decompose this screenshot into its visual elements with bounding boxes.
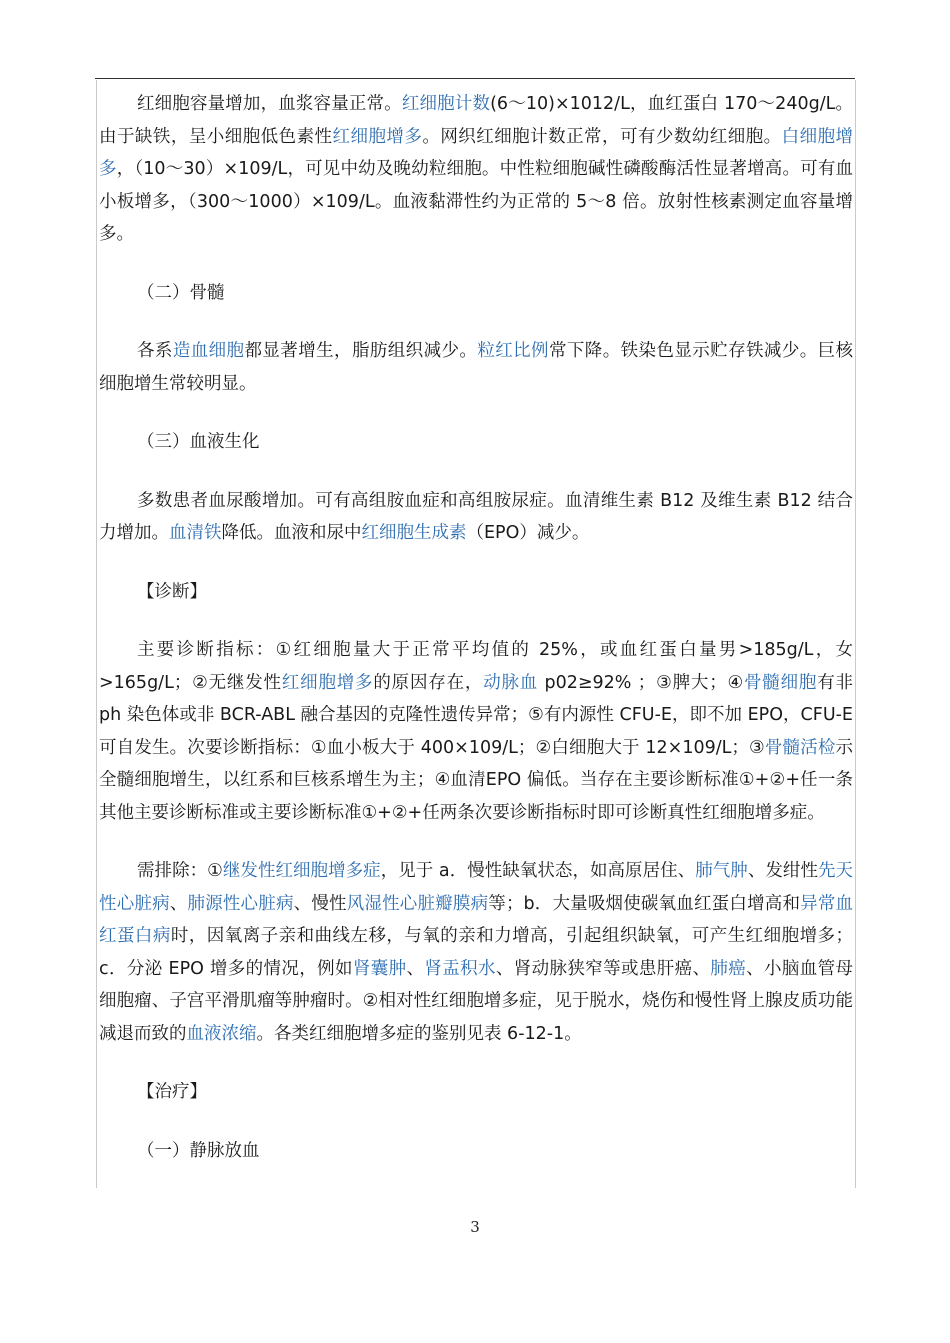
term-link[interactable]: 先天性心脏病 [99, 861, 854, 914]
text-run: （三）血液生化 [137, 432, 260, 452]
term-link[interactable]: 白细胞增多 [99, 126, 854, 179]
term-link[interactable]: 红细胞增多 [281, 672, 374, 693]
term-link[interactable]: 红细胞计数 [401, 94, 491, 114]
heading-biochemistry [99, 426, 853, 459]
term-link[interactable]: 肺源性心脏病 [187, 893, 294, 914]
term-link[interactable]: 骨髓细胞 [744, 672, 818, 693]
text-run: 、小脑血管母细胞瘤、子宫平滑肌瘤等肿瘤时。②相对性红细胞增多症，见于脱水，烧伤和慢性肾上腺皮质功能减退而致的 [99, 958, 854, 1044]
text-run: 示全髓细胞增生，以红系和巨核系增生为主；④血清EPO 偏低。当存在主要诊断标准①+②+任一条其他主要诊断标准或主要诊断标准①+②+任两条次要诊断指标时即可诊断真性红细胞增多症。 [99, 737, 854, 823]
heading-treatment [99, 1076, 853, 1109]
text-run: 需排除：① [137, 861, 223, 881]
text-run: 、发绀性 [747, 861, 818, 881]
paragraph-bone-marrow [99, 335, 853, 400]
text-run: （二）骨髓 [137, 282, 225, 303]
text-run: （一）静脉放血 [137, 1140, 260, 1161]
text-run: 多数患者血尿酸增加。可有高组胺血症和高组胺尿症。血清维生素 B12 及维生素 B12 结合力增加。 [99, 490, 853, 543]
text-run: 、肾动脉狭窄等或患肝癌、 [495, 958, 711, 979]
text-run: 、 [169, 893, 188, 914]
paragraph-blood-picture [99, 88, 853, 251]
term-link[interactable]: 造血细胞 [172, 341, 245, 361]
text-run: (6～10)×1012/L，血红蛋白 170～240g/L。由于缺铁，呈小细胞低色素性 [99, 94, 853, 147]
text-run: 【诊断】 [137, 581, 207, 602]
term-link[interactable]: 动脉血 [483, 672, 539, 693]
paragraph-diagnosis [99, 634, 853, 829]
text-run: ，（10～30）×109/L，可见中幼及晚幼粒细胞。中性粒细胞碱性磷酸酶活性显著增高。可有血小板增多，（300～1000）×109/L。血液黏滞性约为正常的 5～8 倍。放射性核素测定血容量增多。 [99, 159, 854, 244]
text-run: 都显著增生，脂肪组织减少。 [244, 341, 478, 361]
term-link[interactable]: 血清铁 [169, 523, 222, 543]
text-run: 主要诊断指标：①红细胞量大于正常平均值的 25%，或血红蛋白量男>185g/L，女>165g/L；②无继发性 [99, 640, 853, 693]
text-run: 时，因氧离子亲和曲线左移，与氧的亲和力增高，引起组织缺氧，可产生红细胞增多；c．分泌 EPO 增多的情况，例如 [99, 926, 854, 979]
text-run: 各系 [137, 341, 173, 361]
text-run: 。各类红细胞增多症的鉴别见表 6-12-1。 [256, 1023, 582, 1044]
paragraph-exclusion [99, 855, 853, 1050]
heading-bone-marrow [99, 277, 853, 310]
text-run: 红细胞容量增加，血浆容量正常。 [137, 94, 402, 114]
heading-phlebotomy [99, 1135, 853, 1168]
text-run: p02≥92% ；③脾大；④ [538, 672, 744, 693]
term-link[interactable]: 肾囊肿 [352, 958, 407, 979]
term-link[interactable]: 粒红比例 [477, 341, 549, 361]
text-run: 常下降。铁染色显示贮存铁减少。巨核细胞增生常较明显。 [99, 341, 854, 394]
term-link[interactable]: 红细胞生成素 [361, 523, 467, 543]
term-link[interactable]: 骨髓活检 [764, 737, 836, 758]
text-run: 【治疗】 [137, 1082, 207, 1102]
text-run: 降低。血液和尿中 [221, 523, 362, 543]
term-link[interactable]: 肺气肿 [695, 861, 748, 881]
heading-diagnosis [99, 576, 853, 609]
paragraph-biochemistry [99, 485, 853, 550]
text-run: 。网织红细胞计数正常，可有少数幼红细胞。 [422, 126, 782, 147]
term-link[interactable]: 异常血红蛋白病 [99, 893, 854, 946]
text-run: 的原因存在， [373, 672, 484, 693]
text-run: ，见于 a．慢性缺氧状态，如高原居住、 [380, 861, 696, 881]
term-link[interactable]: 血液浓缩 [186, 1023, 257, 1044]
term-link[interactable]: 继发性红细胞增多症 [222, 861, 381, 881]
term-link[interactable]: 红细胞增多 [332, 126, 423, 147]
text-run: 有非 ph 染色体或非 BCR-ABL 融合基因的克隆性遗传异常；⑤有内源性 CFU-E，即不加 EPO，CFU-E 可自发生。次要诊断指标：①血小板大于 400×109/L；②白细胞大于 12×109/L；③ [99, 672, 854, 758]
term-link[interactable]: 风湿性心脏瓣膜病 [346, 893, 489, 914]
text-run: 、慢性 [293, 893, 347, 914]
document-body [99, 88, 853, 1167]
text-run: （EPO）减少。 [466, 523, 590, 543]
text-run: 、 [406, 958, 425, 979]
text-run: 等；b．大量吸烟使碳氧血红蛋白增高和 [488, 893, 801, 914]
term-link[interactable]: 肾盂积水 [424, 958, 496, 979]
term-link[interactable]: 肺癌 [710, 958, 747, 979]
page-number: 3 [470, 1218, 480, 1236]
header-rule [95, 78, 855, 79]
